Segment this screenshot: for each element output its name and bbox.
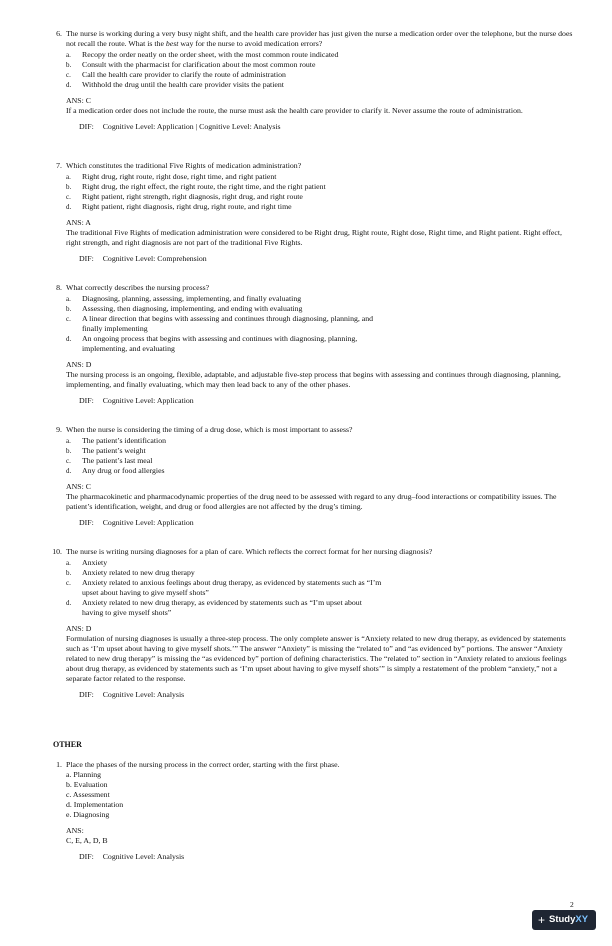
option-c: c. A linear direction that begins with assessing and continues through diagnosing, planning, and finally implementing: [66, 314, 374, 333]
question-stem: What correctly describes the nursing process?: [66, 283, 210, 292]
option-d: d. Right patient, right diagnosis, right drug, right route, and right time: [66, 202, 292, 211]
option-a: a. Right drug, right route, right dose, right time, and right patient: [66, 172, 277, 181]
question-10: [52, 547, 578, 700]
option-c: c. Right patient, right strength, right diagnosis, right drug, and right route: [66, 192, 303, 201]
phase-item: d. Implementation: [66, 800, 124, 809]
question-stem: Which constitutes the traditional Five Rights of medication administration?: [66, 161, 302, 170]
question-stem: The nurse is working during a very busy night shift, and the health care provider has just given the nurse a medication order over the telephone, but the nurse does not recall the route. What is the best way for the nurse to avoid medication errors?: [66, 29, 573, 48]
question-number: 10.: [52, 547, 62, 556]
option-d: d. Withhold the drug until the health care provider visits the patient: [66, 80, 284, 89]
option-c: c. The patient’s last meal: [66, 456, 153, 465]
other-question-1: [56, 760, 578, 862]
option-a: a. Diagnosing, planning, assessing, implementing, and finally evaluating: [66, 294, 302, 303]
rationale: If a medication order does not include the route, the nurse must ask the health care provider to clarify it. Never assume the route of administration.: [66, 106, 523, 115]
difficulty: DIF: Cognitive Level: Analysis: [79, 690, 185, 699]
phase-item: a. Planning: [66, 770, 102, 779]
answer: ANS: C: [66, 482, 91, 491]
rationale: The traditional Five Rights of medication administration were considered to be Right drug, Right route, Right dose, Right time, and Right patient. Right effect, right strength, and right diagnosis are not part of the traditional Five Rights.: [66, 228, 562, 247]
option-list: [66, 172, 578, 212]
option-list: [66, 436, 578, 476]
option-b: b. Assessing, then diagnosing, implementing, and ending with evaluating: [66, 304, 303, 313]
rationale: The nursing process is an ongoing, flexible, adaptable, and adjustable five-step process that begins with assessing and continues through diagnosing, planning, implementing, and finally evaluating, which may then lead back to any of the other phases.: [66, 370, 561, 389]
phase-item: c. Assessment: [66, 790, 110, 799]
option-c: c. Call the health care provider to clarify the route of administration: [66, 70, 286, 79]
rationale: The pharmacokinetic and pharmacodynamic properties of the drug need to be assessed with regard to any drug–food interactions or compatibility issues. The patient’s identification, weight, and drug or food allergies are not affected by the drug’s timing.: [66, 492, 557, 511]
plus-icon: +: [538, 913, 546, 927]
phase-item: e. Diagnosing: [66, 810, 110, 819]
option-d: d. An ongoing process that begins with assessing and continues with diagnosing, planning, implementing, and evaluating: [66, 334, 358, 353]
question-number: 9.: [56, 425, 62, 434]
answer-label: ANS:: [66, 826, 84, 835]
option-list: [66, 294, 578, 354]
option-c: c. Anxiety related to anxious feelings about drug therapy, as evidenced by statements such as “I’m upset about having to give myself shots”: [66, 578, 382, 597]
brand-text: StudyXY: [549, 914, 589, 925]
option-d: d. Any drug or food allergies: [66, 466, 165, 475]
section-heading-other: OTHER: [53, 740, 82, 749]
difficulty: DIF: Cognitive Level: Application: [79, 518, 194, 527]
difficulty: DIF: Cognitive Level: Application: [79, 396, 194, 405]
question-number: 6.: [56, 29, 62, 38]
option-list: [66, 50, 578, 90]
question-stem: When the nurse is considering the timing of a drug dose, which is most important to assess?: [66, 425, 353, 434]
option-b: b. Right drug, the right effect, the right route, the right time, and the right patient: [66, 182, 326, 191]
option-b: b. Consult with the pharmacist for clarification about the most common route: [66, 60, 316, 69]
studyxy-logo[interactable]: [532, 910, 596, 930]
question-8: [56, 283, 578, 406]
question-stem: Place the phases of the nursing process in the correct order, starting with the first phase.: [66, 760, 340, 769]
question-stem: The nurse is writing nursing diagnoses for a plan of care. Which reflects the correct format for her nursing diagnosis?: [66, 547, 433, 556]
question-number: 1.: [56, 760, 62, 769]
option-list: [66, 558, 578, 618]
answer: ANS: A: [66, 218, 91, 227]
option-a: a. The patient’s identification: [66, 436, 167, 445]
answer: ANS: D: [66, 360, 92, 369]
difficulty: DIF: Cognitive Level: Analysis: [79, 852, 185, 861]
page-number: 2: [570, 900, 574, 909]
question-7: [56, 161, 578, 264]
question-number: 7.: [56, 161, 62, 170]
rationale: Formulation of nursing diagnoses is usually a three-step process. The only complete answer is “Anxiety related to new drug therapy, as evidenced by statements such as ‘I’m upset about having to give myself shots.’” The answer “Anxiety” is missing the “related to” and “as evidenced by” portions. The answer “Anxiety related to new drug therapy” is missing the “as evidenced by” portion of defining characteristics. The “related to” section in “Anxiety related to anxious feelings about drug therapy, as evidenced by statements such as ‘I’m upset about having to give myself shots’” is simply a restatement of the problem “anxiety,” not a separate factor related to the response.: [66, 634, 567, 683]
option-b: b. The patient’s weight: [66, 446, 146, 455]
emphasis: best: [165, 39, 179, 48]
answer-value: C, E, A, D, B: [66, 836, 108, 845]
option-b: b. Anxiety related to new drug therapy: [66, 568, 195, 577]
question-9: [56, 425, 578, 528]
option-a: a. Anxiety: [66, 558, 108, 567]
answer: ANS: C: [66, 96, 91, 105]
question-6: [56, 29, 578, 132]
question-number: 8.: [56, 283, 62, 292]
difficulty: DIF: Cognitive Level: Comprehension: [79, 254, 207, 263]
option-a: a. Recopy the order neatly on the order sheet, with the most common route indicated: [66, 50, 339, 59]
difficulty: DIF: Cognitive Level: Application | Cognitive Level: Analysis: [79, 122, 281, 131]
phase-item: b. Evaluation: [66, 780, 108, 789]
option-d: d. Anxiety related to new drug therapy, as evidenced by statements such as “I’m upset about having to give myself shots”: [66, 598, 362, 617]
answer: ANS: D: [66, 624, 92, 633]
